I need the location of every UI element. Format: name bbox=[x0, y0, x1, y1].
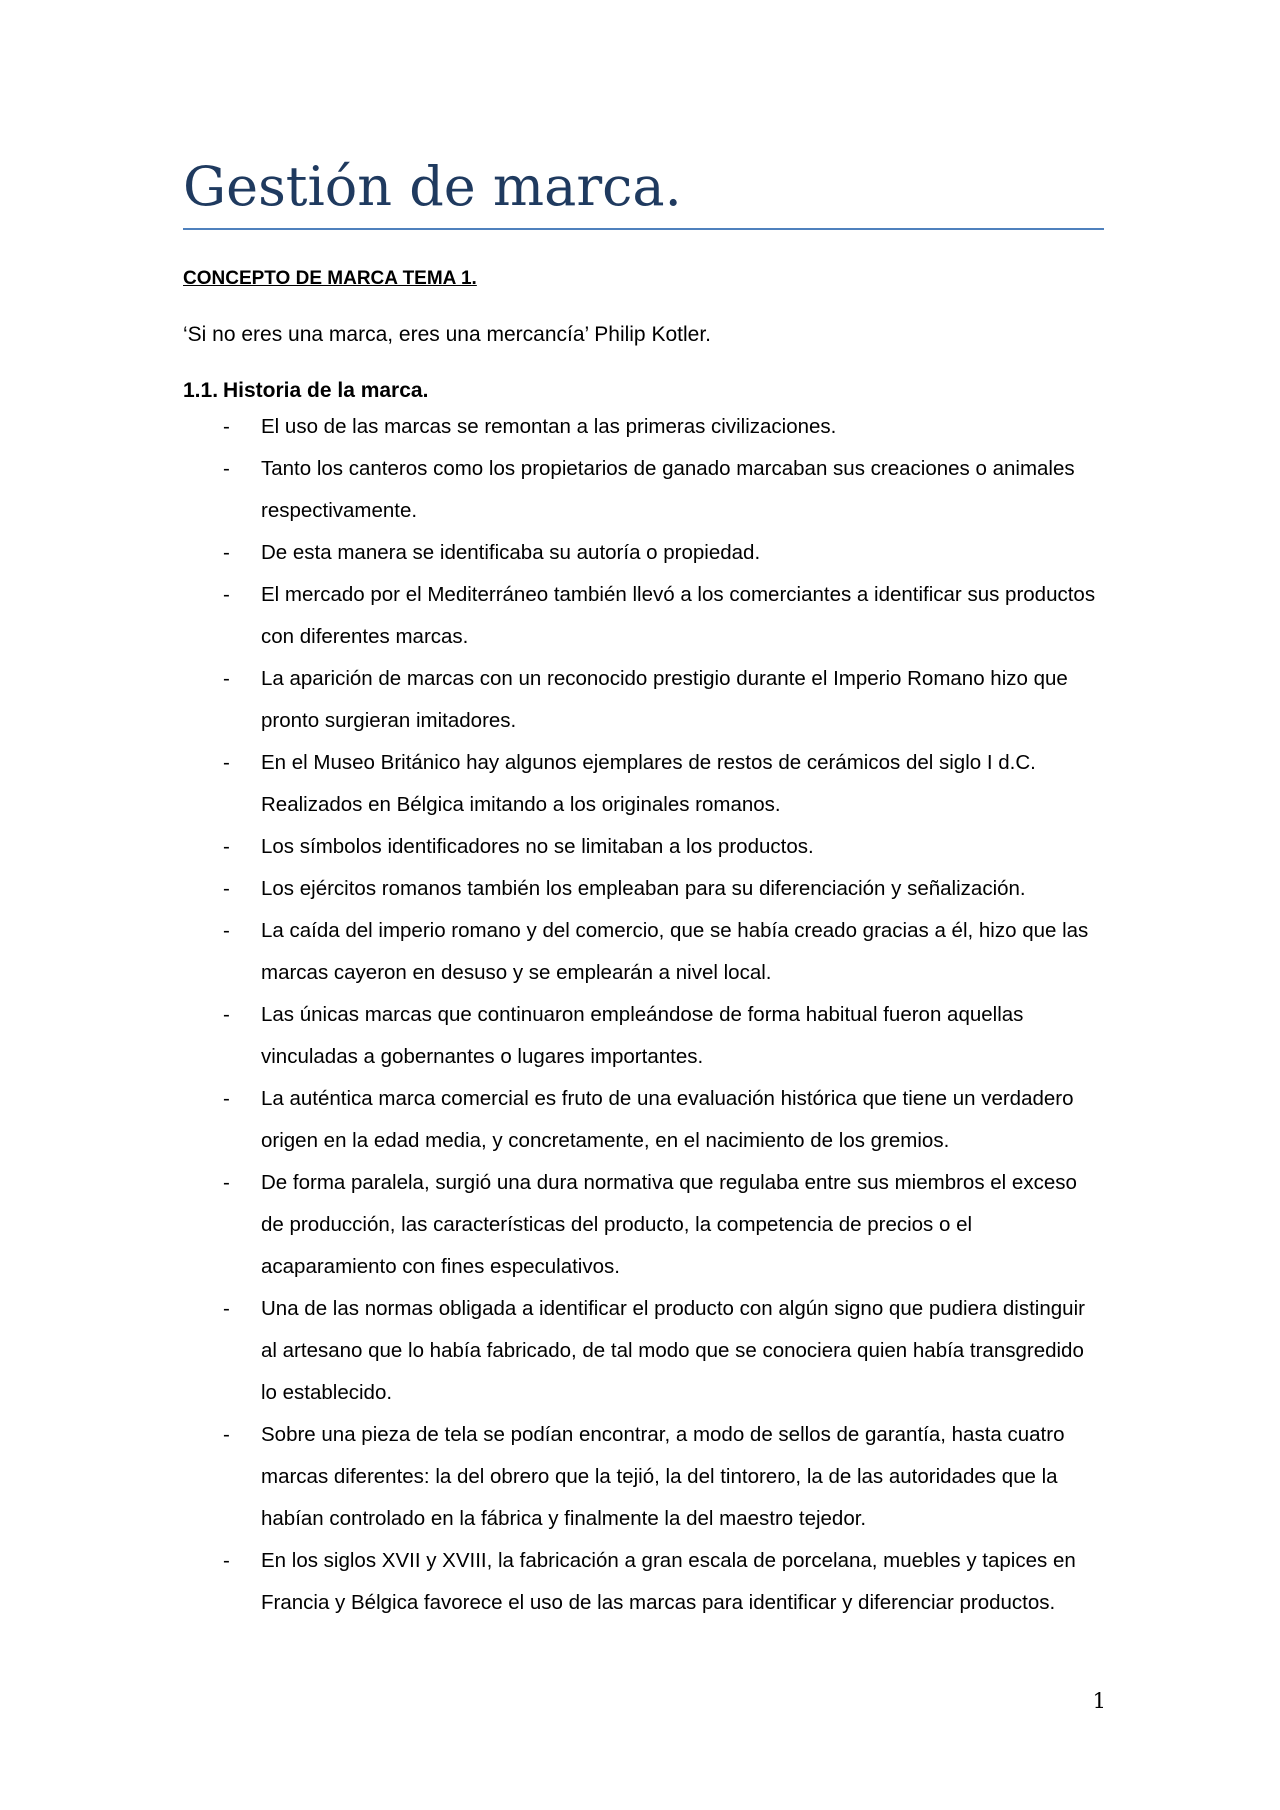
section-heading: CONCEPTO DE MARCA TEMA 1. bbox=[183, 268, 477, 289]
subsection-number: 1.1. bbox=[183, 379, 219, 402]
title-underline-rule bbox=[183, 228, 1104, 230]
list-item-text: La auténtica marca comercial es fruto de una evaluación histórica que tiene un verdadero origen en la edad media, y concretamente, en el nacimiento de los gremios. bbox=[261, 1087, 1074, 1152]
bullet-dash: - bbox=[223, 1087, 230, 1110]
bullet-dash: - bbox=[223, 1297, 230, 1320]
list-item bbox=[183, 742, 1104, 826]
list-item-text: Los ejércitos romanos también los empleaban para su diferenciación y señalización. bbox=[261, 877, 1026, 900]
list-item-text: La aparición de marcas con un reconocido prestigio durante el Imperio Romano hizo que pronto surgieran imitadores. bbox=[261, 667, 1068, 732]
bullet-dash: - bbox=[223, 667, 230, 690]
list-item-text: De forma paralela, surgió una dura normativa que regulaba entre sus miembros el exceso de producción, las características del producto, la competencia de precios o el acaparamiento con fines especulativos. bbox=[261, 1171, 1077, 1278]
bullet-dash: - bbox=[223, 1003, 230, 1026]
bullet-dash: - bbox=[223, 1171, 230, 1194]
bullet-dash: - bbox=[223, 415, 230, 438]
list-item-text: En los siglos XVII y XVIII, la fabricación a gran escala de porcelana, muebles y tapices en Francia y Bélgica favorece el uso de las marcas para identificar y diferenciar productos. bbox=[261, 1549, 1076, 1614]
kotler-quote: ‘Si no eres una marca, eres una mercancía’ Philip Kotler. bbox=[183, 323, 711, 346]
bullet-dash: - bbox=[223, 877, 230, 900]
list-item bbox=[183, 448, 1104, 532]
list-item bbox=[183, 1540, 1104, 1624]
list-item bbox=[183, 1288, 1104, 1414]
list-item bbox=[183, 406, 1104, 448]
list-item bbox=[183, 658, 1104, 742]
list-item-text: Sobre una pieza de tela se podían encontrar, a modo de sellos de garantía, hasta cuatro marcas diferentes: la del obrero que la tejió, la del tintorero, la de las autoridades que la habían controlado en la fábrica y finalmente la del maestro tejedor. bbox=[261, 1423, 1065, 1530]
list-item bbox=[183, 574, 1104, 658]
list-item-text: Las únicas marcas que continuaron empleándose de forma habitual fueron aquellas vinculadas a gobernantes o lugares importantes. bbox=[261, 1003, 1024, 1068]
page-number: 1 bbox=[1092, 1689, 1106, 1713]
list-item-text: La caída del imperio romano y del comercio, que se había creado gracias a él, hizo que las marcas cayeron en desuso y se emplearán a nivel local. bbox=[261, 919, 1089, 984]
bullet-dash: - bbox=[223, 835, 230, 858]
bullet-dash: - bbox=[223, 541, 230, 564]
list-item-text: El uso de las marcas se remontan a las primeras civilizaciones. bbox=[261, 415, 837, 438]
list-item bbox=[183, 1078, 1104, 1162]
subsection-heading bbox=[183, 376, 428, 406]
list-item bbox=[183, 910, 1104, 994]
history-bullet-list bbox=[183, 406, 1104, 1624]
bullet-dash: - bbox=[223, 1423, 230, 1446]
list-item bbox=[183, 532, 1104, 574]
list-item-text: Tanto los canteros como los propietarios de ganado marcaban sus creaciones o animales respectivamente. bbox=[261, 457, 1075, 522]
list-item-text: De esta manera se identificaba su autoría o propiedad. bbox=[261, 541, 761, 564]
list-item-text: Una de las normas obligada a identificar el producto con algún signo que pudiera distinguir al artesano que lo había fabricado, de tal modo que se conociera quien había transgredido lo establecido. bbox=[261, 1297, 1085, 1404]
subsection-title: Historia de la marca. bbox=[223, 379, 429, 402]
list-item bbox=[183, 994, 1104, 1078]
list-item-text: Los símbolos identificadores no se limitaban a los productos. bbox=[261, 835, 814, 858]
list-item-text: En el Museo Británico hay algunos ejemplares de restos de cerámicos del siglo I d.C. Realizados en Bélgica imitando a los originales romanos. bbox=[261, 751, 1036, 816]
list-item-text: El mercado por el Mediterráneo también llevó a los comerciantes a identificar sus productos con diferentes marcas. bbox=[261, 583, 1096, 648]
list-item bbox=[183, 1162, 1104, 1288]
bullet-dash: - bbox=[223, 457, 230, 480]
bullet-dash: - bbox=[223, 1549, 230, 1572]
bullet-dash: - bbox=[223, 919, 230, 942]
bullet-dash: - bbox=[223, 583, 230, 606]
bullet-dash: - bbox=[223, 751, 230, 774]
list-item bbox=[183, 826, 1104, 868]
list-item bbox=[183, 868, 1104, 910]
page-title: Gestión de marca. bbox=[183, 155, 682, 218]
list-item bbox=[183, 1414, 1104, 1540]
